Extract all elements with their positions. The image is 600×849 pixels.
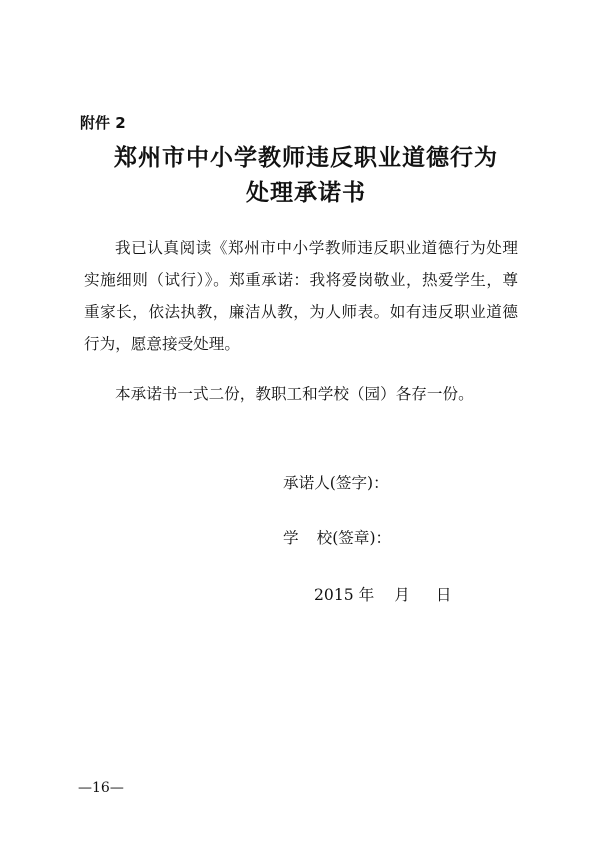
page-number: —16— bbox=[78, 780, 124, 796]
attachment-label: 附件 2 bbox=[80, 114, 126, 132]
copies-paragraph: 本承诺书一式二份，教职工和学校（园）各存一份。 bbox=[115, 385, 474, 403]
date-month: 月 bbox=[394, 586, 410, 604]
page-title-line-2: 处理承诺书 bbox=[246, 180, 366, 206]
date-day: 日 bbox=[435, 586, 452, 604]
pledger-signature-label: 承诺人(签字)： bbox=[283, 474, 389, 492]
school-seal-label-char: 学 bbox=[283, 529, 299, 547]
school-seal-label-rest: 校(签章)： bbox=[316, 529, 392, 547]
school-seal-label bbox=[283, 526, 391, 550]
pledge-paragraph: 我已认真阅读《郑州市中小学教师违反职业道德行为处理实施细则（试行）》。郑重承诺：我将爱岗敬业，热爱学生，尊重家长，依法执教，廉洁从教，为人师表。如有违反职业道德行为，愿意接受处理。 bbox=[84, 239, 518, 353]
signing-date bbox=[314, 583, 451, 607]
date-year: 2015 年 bbox=[314, 586, 375, 604]
page-title-line-1: 郑州市中小学教师违反职业道德行为 bbox=[114, 145, 498, 171]
